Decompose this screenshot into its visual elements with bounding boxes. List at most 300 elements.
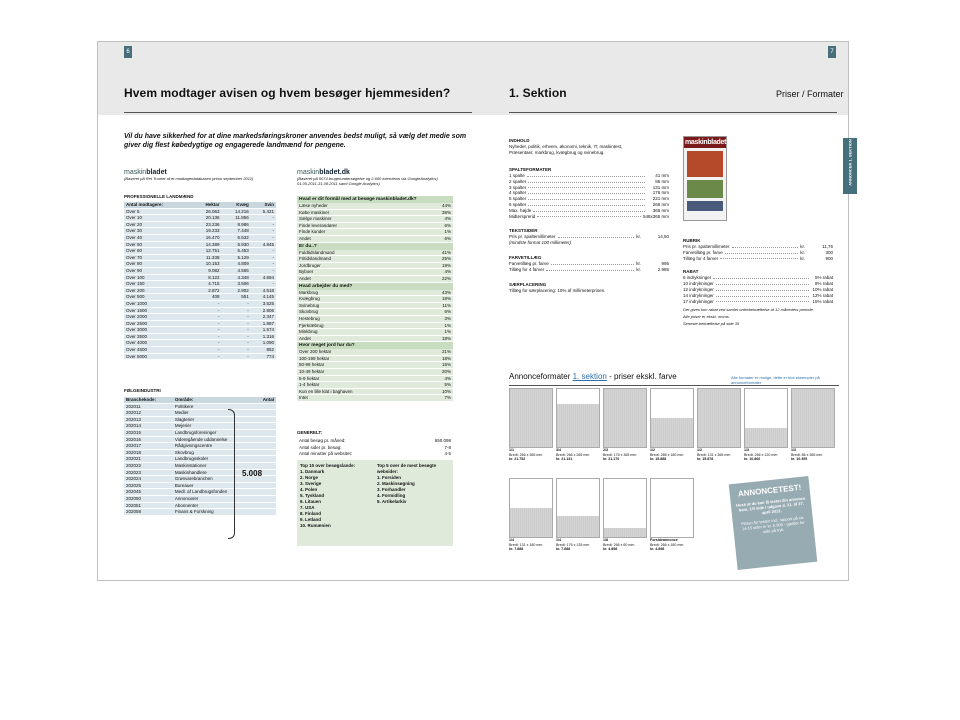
- annonce-note: Alle formater er mulige, dette er blot eksempler på annonceformater: [731, 375, 820, 385]
- table-row: [124, 423, 276, 430]
- annoncetest-text-2: Prisen for testen incl. rapport på ca. 14-15 sider er kr. 6.900 - gælder for side på tryk.: [741, 514, 805, 535]
- fol-area: Annoncører: [173, 495, 254, 502]
- table-cell: 20.136: [192, 215, 222, 222]
- fol-count: [254, 429, 276, 436]
- format-price: kr. 7.888: [509, 547, 524, 552]
- format-label: [603, 448, 649, 462]
- print-logo: maskinbladet: [124, 169, 167, 176]
- fol-section: [124, 388, 276, 516]
- table-cell: 4.348: [221, 274, 250, 281]
- fol-brace: [228, 409, 235, 539]
- format-cell: [744, 388, 788, 448]
- price-row: [509, 267, 669, 273]
- table-cell: Jordbruger: [297, 262, 414, 269]
- table-cell: 551: [221, 294, 250, 301]
- table-cell: 10-49 hektar: [297, 369, 424, 376]
- table-cell: -: [192, 307, 222, 314]
- table-cell: 2.347: [251, 314, 276, 321]
- fol-area: Rådgivningscentre: [173, 443, 254, 450]
- print-note: (Baseret på Ret Trumet af et modtagerdatabasen primo september 2011): [124, 176, 254, 181]
- table-row: [297, 302, 453, 309]
- table-cell: -: [221, 347, 250, 354]
- top5-list: [377, 463, 451, 505]
- table-row: [297, 444, 453, 451]
- format-dim: Bredt: 176 x 365 mm: [603, 452, 637, 457]
- format-size: 1/8: [603, 538, 608, 542]
- table-cell: Over 30: [124, 228, 192, 235]
- table-cell: 41%: [414, 250, 453, 256]
- table-row: [297, 329, 453, 336]
- table-cell: 50-99 hektar: [297, 362, 424, 369]
- magazine-photo-2: [687, 180, 723, 198]
- list-item: 7. USA: [300, 505, 315, 510]
- generelt-title: GENERELT:: [297, 430, 323, 435]
- table-cell: 22%: [414, 275, 453, 282]
- table-cell: 852: [251, 347, 276, 354]
- table-cell: 4-5: [412, 451, 453, 458]
- format-price: kr. 21.170: [603, 457, 620, 462]
- table-cell: Fjerkræbrug: [297, 322, 404, 329]
- price-value: 41 mm: [655, 173, 669, 178]
- fol-area: Finans & Forskning: [173, 509, 254, 516]
- table-cell: -: [221, 320, 250, 327]
- table-cell: -: [192, 327, 222, 334]
- fol-area: Slagterier: [173, 416, 254, 423]
- table-cell: 15%: [424, 362, 453, 369]
- fol-count: [254, 403, 276, 410]
- rabat-note-2: Alle priser er ekskl. moms.: [683, 314, 730, 320]
- table-cell: -: [221, 333, 250, 340]
- annonce-rule: [509, 385, 839, 386]
- side-tab-label: ANNONCER 1. SEKTION: [847, 139, 853, 186]
- table-row: [124, 509, 276, 516]
- top10-list: [300, 463, 372, 529]
- table-cell: -: [251, 228, 276, 235]
- table-row: [124, 403, 276, 410]
- table-cell: -: [251, 254, 276, 261]
- table-cell: 10%: [424, 388, 453, 395]
- price-label: 12 indrykninger: [683, 286, 714, 292]
- table-cell: 7-8: [412, 444, 453, 451]
- table-cell: 11.856: [221, 215, 250, 222]
- format-label: [697, 448, 743, 462]
- prof-header: Antal modtagere:: [124, 202, 192, 208]
- annoncetest-badge: [729, 476, 818, 570]
- dot-leader: [528, 190, 645, 194]
- dot-leader: [528, 179, 645, 183]
- table-cell: 25%: [414, 256, 453, 263]
- price-value: 14,50: [657, 234, 669, 240]
- fol-count: [254, 489, 276, 496]
- table-cell: 4.518: [251, 287, 276, 294]
- format-fill: [604, 389, 646, 447]
- price-value: 5% rabat: [814, 275, 833, 281]
- table-cell: -: [221, 353, 250, 360]
- price-row: [509, 214, 669, 220]
- table-cell: Over 2000: [124, 314, 192, 321]
- fol-code: 202021: [124, 456, 173, 463]
- format-dim: Bredt: 266 x 365 mm: [509, 452, 543, 457]
- table-cell: 408: [192, 294, 222, 301]
- table-row: [297, 256, 453, 263]
- dot-leader: [716, 299, 809, 303]
- table-cell: 8.122: [192, 274, 222, 281]
- price-value: 131 mm: [652, 184, 669, 190]
- top-lists: [297, 460, 453, 546]
- dot-leader: [716, 281, 809, 285]
- table-row: [124, 429, 276, 436]
- rubrik-list: [683, 244, 833, 261]
- fol-count: [254, 456, 276, 463]
- fol-code: 202051: [124, 502, 173, 509]
- format-size: 1/2: [697, 448, 702, 452]
- table-row: [124, 502, 276, 509]
- table-cell: Byboer: [297, 269, 414, 276]
- table-row: [297, 369, 453, 376]
- table-row: [124, 449, 276, 456]
- web-note: (Baseret på 5074 brugerundersøgelse og 2.600 interviews via GoogleAnalytics): [297, 176, 438, 181]
- table-cell: 4.715: [192, 281, 222, 288]
- table-cell: 26.063: [192, 208, 222, 215]
- table-cell: Over 80: [124, 261, 192, 268]
- table-row: [297, 216, 453, 223]
- format-cell: [650, 478, 694, 538]
- price-label: 10 indrykninger: [683, 281, 714, 287]
- format-cell: [603, 478, 647, 538]
- fol-code: 202014: [124, 423, 173, 430]
- format-price: kr. 15.888: [650, 457, 667, 462]
- web-section-title: Hvad arbejder du med?: [297, 283, 453, 290]
- table-row: [124, 456, 276, 463]
- format-size: 1/4: [509, 538, 514, 542]
- table-cell: 7.448: [221, 228, 250, 235]
- table-cell: Andet: [297, 275, 414, 282]
- fol-area: Skovbrug: [173, 449, 254, 456]
- table-cell: Over 4500: [124, 347, 192, 354]
- table-cell: -: [192, 347, 222, 354]
- table-row: [124, 495, 276, 502]
- table-cell: 4.809: [221, 261, 250, 268]
- web-section-table: [297, 290, 453, 343]
- fol-area: Maskinstationer: [173, 462, 254, 469]
- format-dim: Bredt: 131 x 180 mm: [509, 542, 543, 547]
- format-price: kr. 15.878: [697, 457, 714, 462]
- table-cell: Kun en lille klat i baghaven: [297, 388, 424, 395]
- dot-leader: [713, 275, 809, 279]
- format-cell: [603, 388, 647, 448]
- format-price: kr. 21.131: [556, 457, 573, 462]
- price-label: 17 indrykninger: [683, 298, 714, 304]
- table-row: [124, 340, 276, 347]
- price-value: kr.: [636, 261, 641, 267]
- fol-code: 202045: [124, 489, 173, 496]
- format-fill: [604, 528, 646, 537]
- dot-leader: [716, 293, 809, 297]
- table-cell: 2.872: [192, 287, 222, 294]
- table-cell: Hestebrug: [297, 315, 404, 322]
- fol-code: 202025: [124, 482, 173, 489]
- table-row: [124, 294, 276, 301]
- table-cell: Over 5000: [124, 353, 192, 360]
- header-band: [98, 42, 848, 115]
- format-cell: [697, 388, 741, 448]
- table-cell: -: [251, 215, 276, 222]
- fol-count: [254, 509, 276, 516]
- side-tab: [843, 138, 857, 194]
- format-price: kr. 10.866: [744, 457, 761, 462]
- table-cell: -: [251, 221, 276, 228]
- fol-code: 202023: [124, 469, 173, 476]
- table-cell: 1.574: [251, 327, 276, 334]
- fol-code: 202050: [124, 495, 173, 502]
- table-cell: Over 40: [124, 234, 192, 241]
- right-page-subtitle: Priser / Formater: [776, 89, 844, 99]
- table-cell: Over 200 hektar: [297, 349, 424, 355]
- format-dim: Bredt: 131 x 365 mm: [697, 452, 731, 457]
- table-cell: -: [221, 327, 250, 334]
- table-cell: 6.532: [221, 234, 250, 241]
- format-label: [556, 448, 602, 462]
- price-value: 365 mm: [652, 207, 669, 213]
- magazine-logo: maskinbladet: [685, 139, 727, 146]
- rabat-list: [683, 275, 833, 304]
- table-cell: -: [221, 340, 250, 347]
- table-row: [124, 353, 276, 360]
- table-cell: 1.090: [251, 340, 276, 347]
- table-cell: Antal minutter på websitet:: [297, 451, 412, 458]
- fol-count: [254, 423, 276, 430]
- price-value: 176 mm: [652, 190, 669, 196]
- table-row: [297, 222, 453, 229]
- price-label: Farvetillæg pr. farve: [509, 261, 549, 267]
- dot-leader: [732, 244, 799, 248]
- farve-list: [509, 261, 669, 273]
- table-cell: 5%: [424, 382, 453, 389]
- fol-area: Mejerier: [173, 423, 254, 430]
- dot-leader: [528, 196, 645, 200]
- price-label: 5 spalter: [509, 196, 527, 202]
- generelt-table: [297, 438, 453, 458]
- format-fill: [557, 516, 599, 537]
- table-cell: -: [192, 353, 222, 360]
- indhold-title: INDHOLD: [509, 138, 530, 143]
- price-label: Tillæg for 4 farver: [683, 255, 719, 261]
- fol-area: Videregående uddannelse: [173, 436, 254, 443]
- web-section-table: [297, 349, 453, 402]
- dot-leader: [537, 214, 641, 218]
- table-row: [124, 327, 276, 334]
- saer-title: SÆRPLACERING: [509, 281, 547, 287]
- fol-area: Grønvarebranchen: [173, 476, 254, 483]
- table-row: [124, 333, 276, 340]
- table-cell: 3.506: [221, 281, 250, 288]
- indhold-text-1: Nyheder, politik, erhverv, økonomi, teknik, IT, maskintest,: [509, 144, 623, 149]
- spalte-title: SPALTEFORMATER: [509, 167, 552, 172]
- fol-code: 202016: [124, 436, 173, 443]
- fol-area: Medier: [173, 410, 254, 417]
- table-row: [124, 443, 276, 450]
- table-cell: Over 1500: [124, 307, 192, 314]
- web-sections: [297, 196, 453, 402]
- format-dim: Bredt: 266 x 180 mm: [650, 542, 684, 547]
- table-cell: -: [192, 314, 222, 321]
- price-label: Tillæg for 4 farver: [509, 266, 545, 272]
- annoncetest-title: ANNONCETEST!: [737, 482, 802, 499]
- price-label: 6 spalter: [509, 201, 527, 207]
- format-dim: Bredt: 266 x 60 mm: [603, 542, 635, 547]
- format-price: kr. 21.752: [509, 457, 526, 462]
- table-cell: 650.098: [412, 438, 453, 444]
- format-dim: Bredt: 176 x 135 mm: [556, 542, 590, 547]
- table-cell: Finde leverandører: [297, 222, 416, 229]
- format-price: kr. 4.898: [603, 547, 618, 552]
- fol-count: [254, 502, 276, 509]
- dot-leader: [720, 256, 798, 260]
- page-number-right: 7: [828, 46, 836, 58]
- table-cell: 14.216: [221, 208, 250, 215]
- format-fill: [510, 389, 552, 447]
- table-cell: Minkbrug: [297, 329, 404, 336]
- table-cell: Over 4000: [124, 340, 192, 347]
- table-cell: 6%: [404, 309, 453, 316]
- table-cell: 1%: [416, 229, 453, 236]
- fol-header-count: Antal: [254, 397, 276, 403]
- table-cell: Kvægbrug: [297, 296, 404, 303]
- saer-text: Tillæg for særplacering: 10% af millimeterprisen.: [509, 287, 606, 293]
- table-cell: Købe maskiner: [297, 209, 416, 216]
- prof-table: [124, 202, 276, 360]
- table-row: [297, 275, 453, 282]
- format-size: 1/3: [744, 448, 749, 452]
- table-cell: Intet: [297, 395, 424, 402]
- table-cell: Over 60: [124, 248, 192, 255]
- web-section-title: Hvad er dit formål med at besøge maskinbladet.dk?: [297, 196, 453, 203]
- format-dim: Bredt: 266 x 265 mm: [556, 452, 590, 457]
- table-cell: Andet: [297, 335, 404, 342]
- dot-leader: [528, 185, 645, 189]
- price-label: Midtersprerid: [509, 213, 536, 219]
- table-row: [124, 281, 276, 288]
- table-cell: 5.129: [221, 254, 250, 261]
- price-label: Pris pr. spaltemillimeter: [509, 234, 556, 240]
- format-label: [509, 448, 555, 462]
- table-cell: 7%: [424, 395, 453, 402]
- table-cell: Over 20: [124, 221, 192, 228]
- table-cell: 8.986: [221, 221, 250, 228]
- table-row: [297, 322, 453, 329]
- format-size: 1/2: [650, 448, 655, 452]
- table-cell: Fuldtidslandmand: [297, 250, 414, 256]
- format-label: [650, 448, 696, 462]
- table-cell: 10.153: [192, 261, 222, 268]
- price-label: 4 spalter: [509, 190, 527, 196]
- table-cell: Antal sider pr. besøg:: [297, 444, 412, 451]
- prof-header: Kvæg: [221, 202, 250, 208]
- table-row: [124, 300, 276, 307]
- price-value: kr.: [636, 266, 641, 272]
- table-cell: Over 3500: [124, 333, 192, 340]
- table-row: [124, 320, 276, 327]
- format-label: [556, 538, 602, 552]
- price-value: 995: [661, 261, 669, 267]
- table-row: [297, 395, 453, 402]
- format-label: [603, 538, 649, 552]
- web-section-title: Er du..?: [297, 243, 453, 250]
- table-row: [124, 307, 276, 314]
- format-fill: [698, 389, 740, 447]
- format-size: Forsideannonce: [650, 538, 678, 542]
- table-row: [124, 267, 276, 274]
- tekst-title: TEKSTSIDER: [509, 228, 538, 234]
- table-row: [124, 410, 276, 417]
- right-page-title: 1. Sektion: [509, 86, 567, 100]
- table-cell: 4.845: [251, 241, 276, 248]
- table-cell: Over 5: [124, 208, 192, 215]
- format-cell: [791, 388, 835, 448]
- price-label: 14 indrykninger: [683, 292, 714, 298]
- fol-code: 202012: [124, 410, 173, 417]
- table-cell: -: [251, 267, 276, 274]
- table-cell: -: [221, 300, 250, 307]
- annonce-header: [509, 372, 839, 385]
- table-row: [297, 335, 453, 342]
- left-title-rule: [124, 112, 472, 113]
- table-cell: 5.930: [221, 241, 250, 248]
- format-cell: [650, 388, 694, 448]
- price-value: kr.: [800, 255, 805, 261]
- table-cell: 9.082: [192, 267, 222, 274]
- table-cell: Over 90: [124, 267, 192, 274]
- fol-area: Abonnenter: [173, 502, 254, 509]
- table-cell: 20%: [424, 369, 453, 376]
- table-row: [124, 221, 276, 228]
- fol-count: [254, 443, 276, 450]
- brochure-spread: [97, 41, 853, 581]
- table-cell: 1%: [404, 322, 453, 329]
- format-price: kr. 10.395: [791, 457, 808, 462]
- table-cell: -: [251, 281, 276, 288]
- table-cell: 1.316: [251, 333, 276, 340]
- table-cell: 1.997: [251, 320, 276, 327]
- price-value: kr.: [636, 234, 641, 240]
- table-cell: -: [192, 300, 222, 307]
- table-cell: 3.525: [251, 300, 276, 307]
- fol-count: [254, 495, 276, 502]
- table-row: [297, 309, 453, 316]
- magazine-photo-1: [687, 151, 723, 177]
- table-cell: 6%: [416, 235, 453, 242]
- table-cell: 18%: [404, 296, 453, 303]
- format-cell: [556, 388, 600, 448]
- fol-count: [254, 482, 276, 489]
- price-value: 300: [825, 249, 833, 255]
- table-cell: -: [221, 314, 250, 321]
- table-cell: 4%: [416, 216, 453, 223]
- table-row: [124, 416, 276, 423]
- web-section-table: [297, 203, 453, 243]
- rabat-note-3: Seneste bekræftelse på side 35: [683, 321, 740, 327]
- table-cell: Skovbrug: [297, 309, 404, 316]
- fol-count: [254, 436, 276, 443]
- list-item: 5. Artikelarkiv: [377, 499, 407, 504]
- prof-header: Hektar: [192, 202, 222, 208]
- table-row: [297, 315, 453, 322]
- format-label: [509, 538, 555, 552]
- price-value: 266 mm: [652, 201, 669, 207]
- table-row: [124, 314, 276, 321]
- fol-area: Medl. af Landbrugsfonden: [173, 489, 254, 496]
- price-label: Farvetillæg pr. farve: [683, 249, 723, 255]
